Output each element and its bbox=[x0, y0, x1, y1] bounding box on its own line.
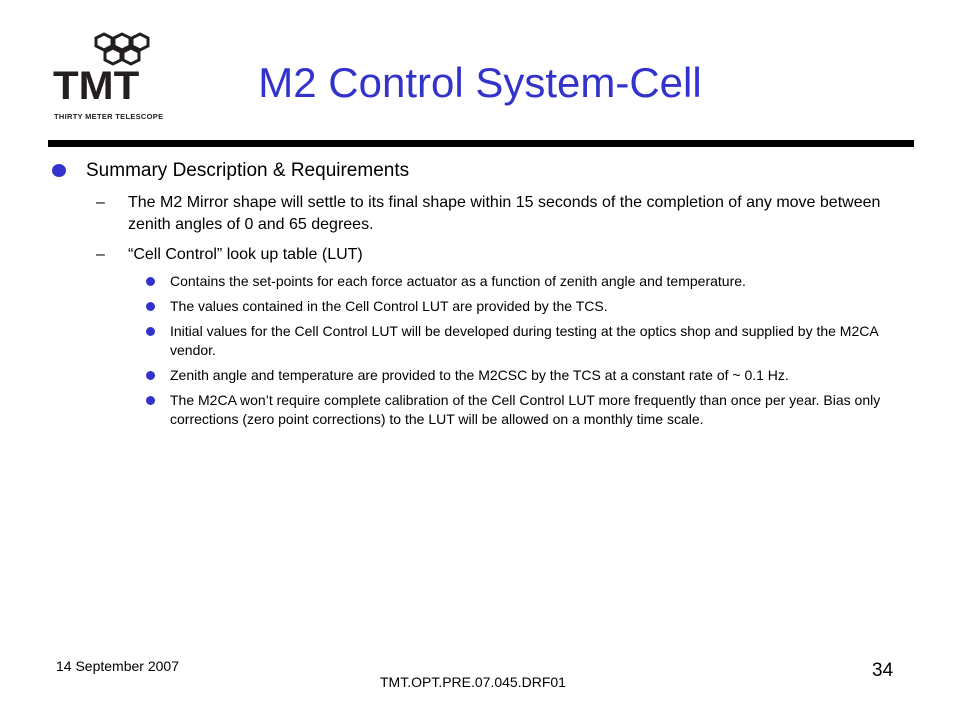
lut-point bbox=[48, 322, 928, 360]
slide-title: M2 Control System-Cell bbox=[258, 59, 702, 106]
lut-point-text: Initial values for the Cell Control LUT will be developed during testing at the optics shop and supplied by the M2CA vendor. bbox=[170, 323, 878, 358]
page-number: 34 bbox=[872, 660, 894, 681]
title-divider bbox=[48, 140, 914, 147]
subitem-lut bbox=[48, 244, 928, 266]
lut-point-text: The M2CA won’t require complete calibration of the Cell Control LUT more frequently than once per year. Bias only corrections (zero point corrections) to the LUT will be allowed on a monthly time scale. bbox=[170, 392, 881, 427]
footer-doc-id: TMT.OPT.PRE.07.045.DRF01 bbox=[380, 674, 566, 690]
dash-marker: – bbox=[96, 246, 105, 263]
logo-subtitle: THIRTY METER TELESCOPE bbox=[54, 112, 164, 121]
subitem-settle-time bbox=[48, 192, 928, 236]
bullet-dot-icon bbox=[146, 302, 155, 311]
lut-point-text: The values contained in the Cell Control LUT are provided by the TCS. bbox=[170, 298, 608, 314]
lut-point bbox=[48, 391, 928, 429]
slide-body bbox=[48, 158, 928, 429]
bullet-dot-icon bbox=[52, 164, 66, 177]
bullet-dot-icon bbox=[146, 371, 155, 380]
lut-point-text: Contains the set-points for each force actuator as a function of zenith angle and temperature. bbox=[170, 273, 746, 289]
subitem-text: The M2 Mirror shape will settle to its final shape within 15 seconds of the completion of any move between zenith angles of 0 and 65 degrees. bbox=[128, 194, 881, 233]
tmt-logo bbox=[50, 32, 180, 122]
bullet-dot-icon bbox=[146, 396, 155, 405]
lut-point bbox=[48, 366, 928, 385]
dash-marker: – bbox=[96, 194, 105, 211]
lut-point bbox=[48, 272, 928, 291]
bullet-summary bbox=[48, 158, 928, 184]
logo-wordmark: TMT bbox=[53, 64, 140, 108]
lut-point bbox=[48, 297, 928, 316]
subitem-text: “Cell Control” look up table (LUT) bbox=[128, 246, 363, 263]
bullet-text: Summary Description & Requirements bbox=[86, 160, 410, 181]
bullet-dot-icon bbox=[146, 277, 155, 286]
footer-date: 14 September 2007 bbox=[56, 658, 179, 674]
bullet-dot-icon bbox=[146, 327, 155, 336]
lut-point-text: Zenith angle and temperature are provided to the M2CSC by the TCS at a constant rate of ~ 0.1 Hz. bbox=[170, 367, 789, 383]
